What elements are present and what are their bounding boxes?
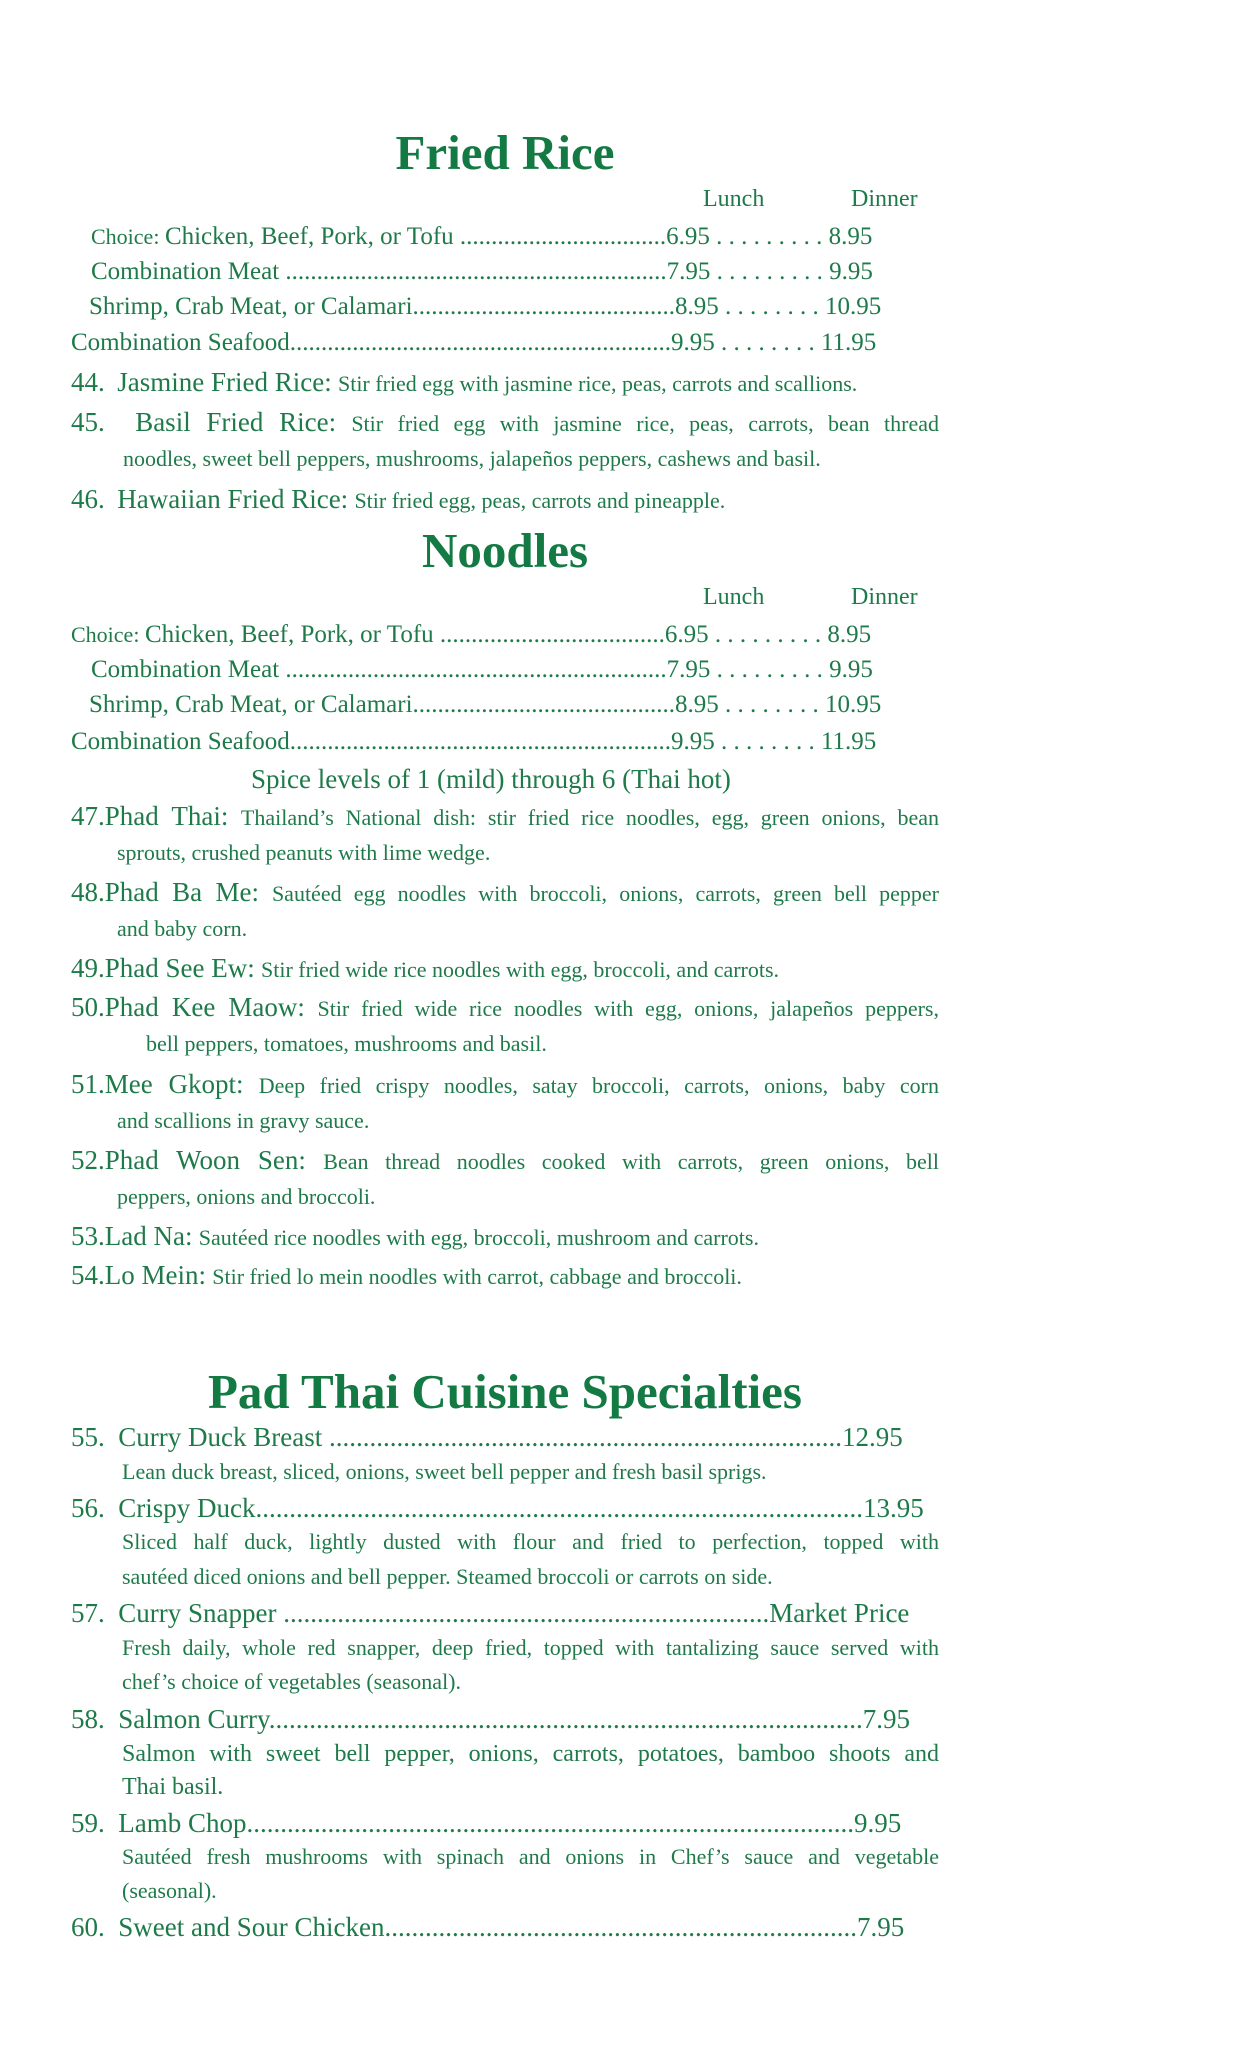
fried-rice-dinner-label: Dinner [851, 186, 918, 212]
noodles-price-row: Combination Seafood.............................................................9.95 . . . . . . . . 11.95 [71, 728, 877, 755]
fried-rice-title: Fried Rice [395, 125, 615, 180]
menu-item-47-description-cont: sprouts, crushed peanuts with lime wedge. [117, 840, 491, 865]
menu-item-46: 46. Hawaiian Fried Rice: Stir fried egg, peas, carrots and pineapple. [71, 484, 726, 514]
menu-item-55: 55. Curry Duck Breast ............................................................................12.95 [71, 1422, 903, 1452]
noodles-dinner-label: Dinner [851, 584, 918, 610]
menu-item-48: 48.Phad Ba Me: Sautéed egg noodles with broccoli, onions, carrots, green bell pepper [71, 877, 939, 907]
menu-item-57-description: chef’s choice of vegetables (seasonal). [122, 1669, 462, 1694]
menu-item-60: 60. Sweet and Sour Chicken......................................................................7.95 [71, 1912, 905, 1942]
menu-item-51: 51.Mee Gkopt: Deep fried crispy noodles, satay broccoli, carrots, onions, baby corn [71, 1069, 940, 1099]
menu-item-58-description: Salmon with sweet bell pepper, onions, carrots, potatoes, bamboo shoots and [122, 1741, 939, 1767]
menu-item-56: 56. Crispy Duck..........................................................................................13.95 [71, 1493, 924, 1523]
menu-item-50-description-cont: bell peppers, tomatoes, mushrooms and basil. [146, 1031, 547, 1056]
fried-rice-price-row: Combination Meat .............................................................7.95 . . . . . . . . . 9.95 [91, 258, 873, 285]
menu-item-52: 52.Phad Woon Sen: Bean thread noodles cooked with carrots, green onions, bell [71, 1145, 940, 1175]
menu-item-56-description: sautéed diced onions and bell pepper. Steamed broccoli or carrots on side. [122, 1564, 773, 1589]
noodles-price-row: Choice: Chicken, Beef, Pork, or Tofu ....................................6.95 . . . . . . . . . 8.95 [71, 621, 872, 648]
noodles-price-row: Shrimp, Crab Meat, or Calamari..........................................8.95 . . . . . . . . 10.95 [89, 691, 882, 718]
menu-item-59: 59. Lamb Chop..........................................................................................9.95 [71, 1808, 902, 1838]
menu-item-57-description: Fresh daily, whole red snapper, deep fried, topped with tantalizing sauce served with [122, 1635, 939, 1660]
menu-item-58-description: Thai basil. [122, 1774, 224, 1800]
menu-item-47: 47.Phad Thai: Thailand’s National dish: stir fried rice noodles, egg, green onions, bean [71, 801, 940, 831]
noodles-price-row: Combination Meat .............................................................7.95 . . . . . . . . . 9.95 [91, 656, 873, 683]
fried-rice-price-row: Combination Seafood.............................................................9.95 . . . . . . . . 11.95 [71, 329, 877, 356]
menu-item-53: 53.Lad Na: Sautéed rice noodles with egg, broccoli, mushroom and carrots. [71, 1221, 759, 1251]
specialties-title: Pad Thai Cuisine Specialties [207, 1364, 802, 1419]
menu-item-57: 57. Curry Snapper ........................................................................Market Price [71, 1598, 910, 1628]
fried-rice-price-row: Shrimp, Crab Meat, or Calamari..........................................8.95 . . . . . . . . 10.95 [89, 293, 882, 320]
menu-item-45: 45. Basil Fried Rice: Stir fried egg with jasmine rice, peas, carrots, bean thread [71, 407, 940, 437]
menu-item-58: 58. Salmon Curry........................................................................................7.95 [71, 1704, 910, 1734]
noodles-title: Noodles [421, 523, 589, 578]
noodles-lunch-label: Lunch [703, 584, 765, 610]
menu-item-55-description: Lean duck breast, sliced, onions, sweet bell pepper and fresh basil sprigs. [122, 1459, 767, 1484]
menu-item-59-description: Sautéed fresh mushrooms with spinach and onions in Chef’s sauce and vegetable [122, 1844, 939, 1869]
menu-item-49: 49.Phad See Ew: Stir fried wide rice noodles with egg, broccoli, and carrots. [71, 953, 780, 983]
spice-level-note: Spice levels of 1 (mild) through 6 (Thai hot) [251, 764, 731, 794]
menu-item-59-description: (seasonal). [122, 1878, 217, 1903]
menu-item-52-description-cont: peppers, onions and broccoli. [117, 1184, 376, 1209]
menu-item-45-description-cont: noodles, sweet bell peppers, mushrooms, jalapeños peppers, cashews and basil. [123, 446, 821, 471]
menu-item-56-description: Sliced half duck, lightly dusted with flour and fried to perfection, topped with [122, 1529, 939, 1554]
menu-item-50: 50.Phad Kee Maow: Stir fried wide rice noodles with egg, onions, jalapeños peppers, [71, 992, 939, 1022]
menu-item-44: 44. Jasmine Fried Rice: Stir fried egg with jasmine rice, peas, carrots and scallions. [71, 367, 858, 397]
menu-item-54: 54.Lo Mein: Stir fried lo mein noodles with carrot, cabbage and broccoli. [71, 1260, 742, 1290]
fried-rice-lunch-label: Lunch [703, 186, 765, 212]
menu-item-51-description-cont: and scallions in gravy sauce. [117, 1108, 370, 1133]
menu-item-48-description-cont: and baby corn. [117, 916, 248, 941]
fried-rice-price-row: Choice: Chicken, Beef, Pork, or Tofu .................................6.95 . . . . . . . . . 8.95 [91, 223, 873, 250]
